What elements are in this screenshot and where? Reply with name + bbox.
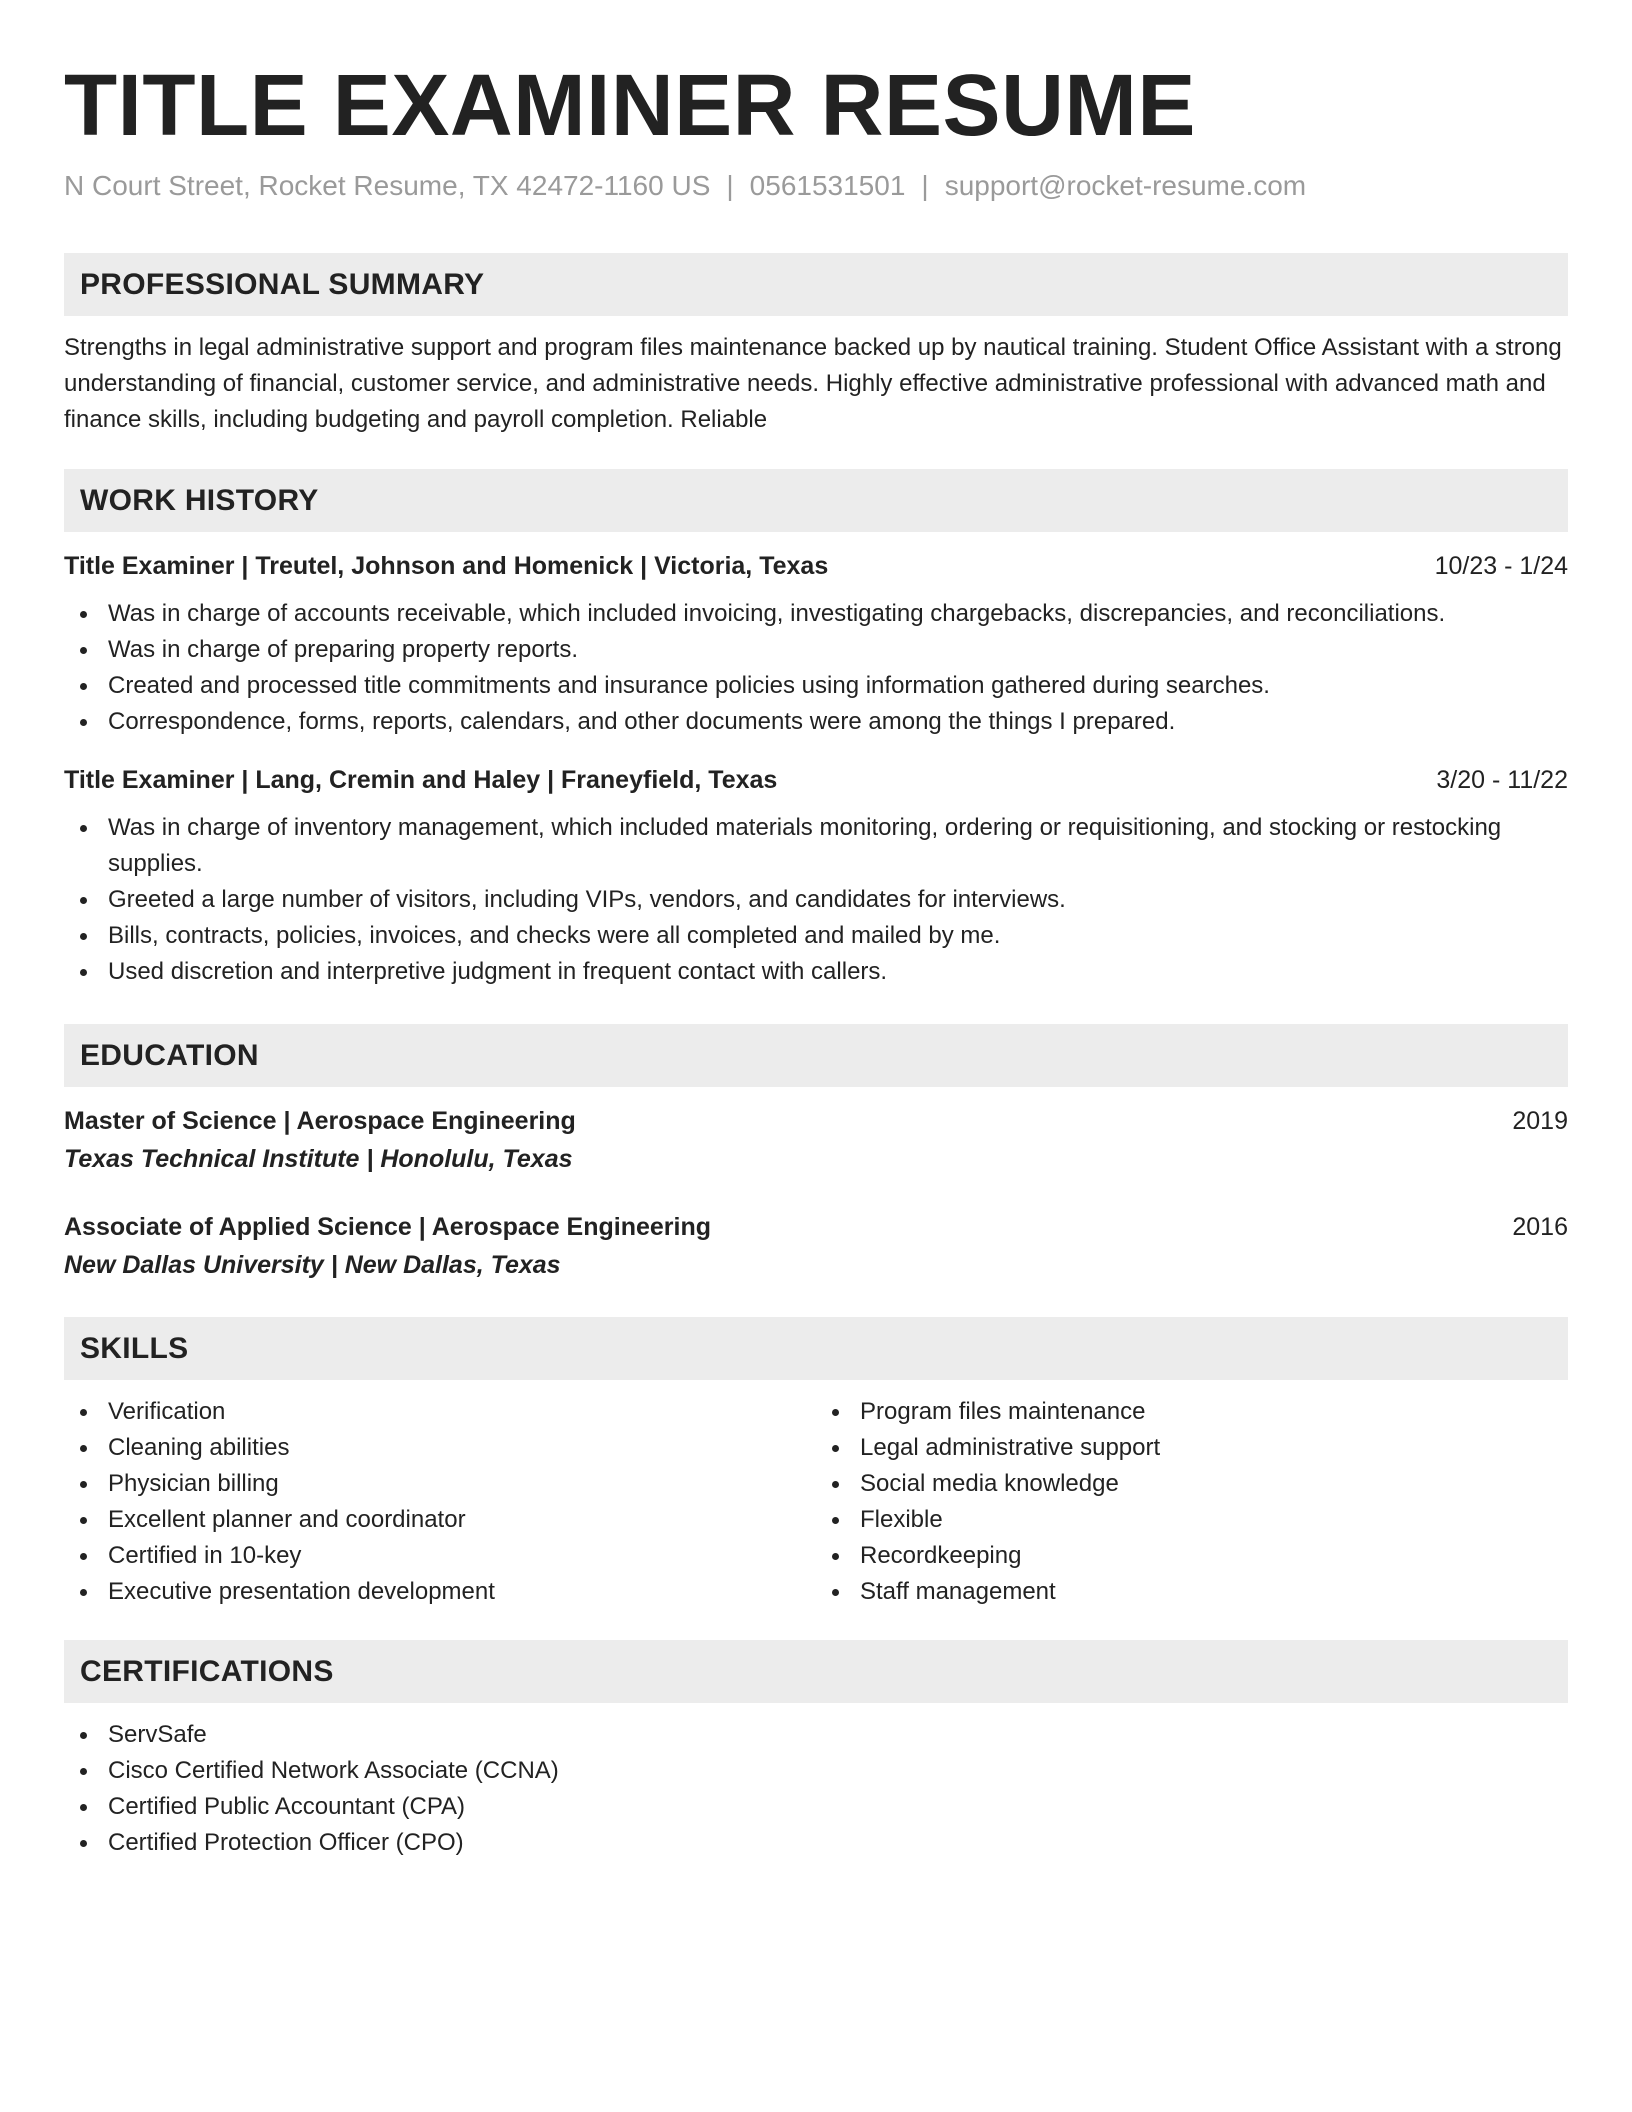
skills-list-left — [64, 1394, 816, 1610]
certifications-list — [64, 1717, 1568, 1861]
education-header — [64, 1209, 1568, 1245]
education-entry — [64, 1209, 1568, 1285]
list-item: Staff management — [816, 1574, 1568, 1610]
list-item: ServSafe — [64, 1717, 1568, 1753]
resume-title: TITLE EXAMINER RESUME — [64, 57, 1196, 154]
list-item: Certified in 10-key — [64, 1538, 816, 1574]
list-item: Bills, contracts, policies, invoices, and checks were all completed and mailed by me. — [64, 918, 1568, 954]
education-degree: Master of Science | Aerospace Engineering — [64, 1107, 576, 1136]
list-item: Physician billing — [64, 1466, 816, 1502]
job-header — [64, 548, 1568, 584]
list-item: Program files maintenance — [816, 1394, 1568, 1430]
education-year: 2016 — [1512, 1213, 1568, 1242]
section-heading-education: EDUCATION — [64, 1024, 1568, 1087]
section-heading-summary: PROFESSIONAL SUMMARY — [64, 253, 1568, 316]
job-title: Title Examiner | Lang, Cremin and Haley | Franeyfield, Texas — [64, 766, 778, 795]
education-header — [64, 1103, 1568, 1139]
job-entry — [64, 762, 1568, 990]
list-item: Was in charge of inventory management, which included materials monitoring, ordering or requisitioning, and stocking or restocking supplies. — [64, 810, 1568, 882]
education-year: 2019 — [1512, 1107, 1568, 1136]
list-item: Recordkeeping — [816, 1538, 1568, 1574]
list-item: Used discretion and interpretive judgment in frequent contact with callers. — [64, 954, 1568, 990]
list-item: Cleaning abilities — [64, 1430, 816, 1466]
list-item: Was in charge of accounts receivable, which included invoicing, investigating chargebacks, discrepancies, and reconciliations. — [64, 596, 1568, 632]
list-item: Cisco Certified Network Associate (CCNA) — [64, 1753, 1568, 1789]
skills-columns — [64, 1394, 1568, 1610]
contact-line — [64, 168, 1568, 204]
list-item: Greeted a large number of visitors, including VIPs, vendors, and candidates for interviews. — [64, 882, 1568, 918]
contact-phone: 0561531501 — [749, 169, 906, 201]
education-degree: Associate of Applied Science | Aerospace Engineering — [64, 1213, 711, 1242]
contact-email: support@rocket-resume.com — [944, 169, 1307, 201]
contact-separator: | — [921, 169, 929, 201]
job-header — [64, 762, 1568, 798]
contact-separator: | — [726, 169, 734, 201]
list-item: Social media knowledge — [816, 1466, 1568, 1502]
list-item: Excellent planner and coordinator — [64, 1502, 816, 1538]
list-item: Created and processed title commitments and insurance policies using information gathered during searches. — [64, 668, 1568, 704]
list-item: Was in charge of preparing property reports. — [64, 632, 1568, 668]
list-item: Verification — [64, 1394, 816, 1430]
job-dates: 10/23 - 1/24 — [1434, 552, 1568, 581]
education-school: New Dallas University | New Dallas, Texas — [64, 1251, 561, 1280]
education-entry — [64, 1103, 1568, 1179]
section-heading-certifications: CERTIFICATIONS — [64, 1640, 1568, 1703]
job-title: Title Examiner | Treutel, Johnson and Homenick | Victoria, Texas — [64, 552, 829, 581]
section-heading-work-history: WORK HISTORY — [64, 469, 1568, 532]
list-item: Flexible — [816, 1502, 1568, 1538]
job-bullets — [64, 596, 1568, 740]
list-item: Executive presentation development — [64, 1574, 816, 1610]
education-school: Texas Technical Institute | Honolulu, Texas — [64, 1145, 573, 1174]
job-dates: 3/20 - 11/22 — [1436, 766, 1568, 795]
summary-text: Strengths in legal administrative support and program files maintenance backed up by nautical training. Student Office Assistant with a strong understanding of financial, customer service, and administrative needs. Highly effective administrative professional with advanced math and finance skills, including budgeting and payroll completion. Reliable — [64, 334, 1562, 434]
job-bullets — [64, 810, 1568, 990]
list-item: Certified Protection Officer (CPO) — [64, 1825, 1568, 1861]
contact-address: N Court Street, Rocket Resume, TX 42472-1160 US — [64, 169, 711, 201]
list-item: Certified Public Accountant (CPA) — [64, 1789, 1568, 1825]
list-item: Legal administrative support — [816, 1430, 1568, 1466]
job-entry — [64, 548, 1568, 740]
section-heading-skills: SKILLS — [64, 1317, 1568, 1380]
list-item: Correspondence, forms, reports, calendars, and other documents were among the things I prepared. — [64, 704, 1568, 740]
skills-list-right — [816, 1394, 1568, 1610]
